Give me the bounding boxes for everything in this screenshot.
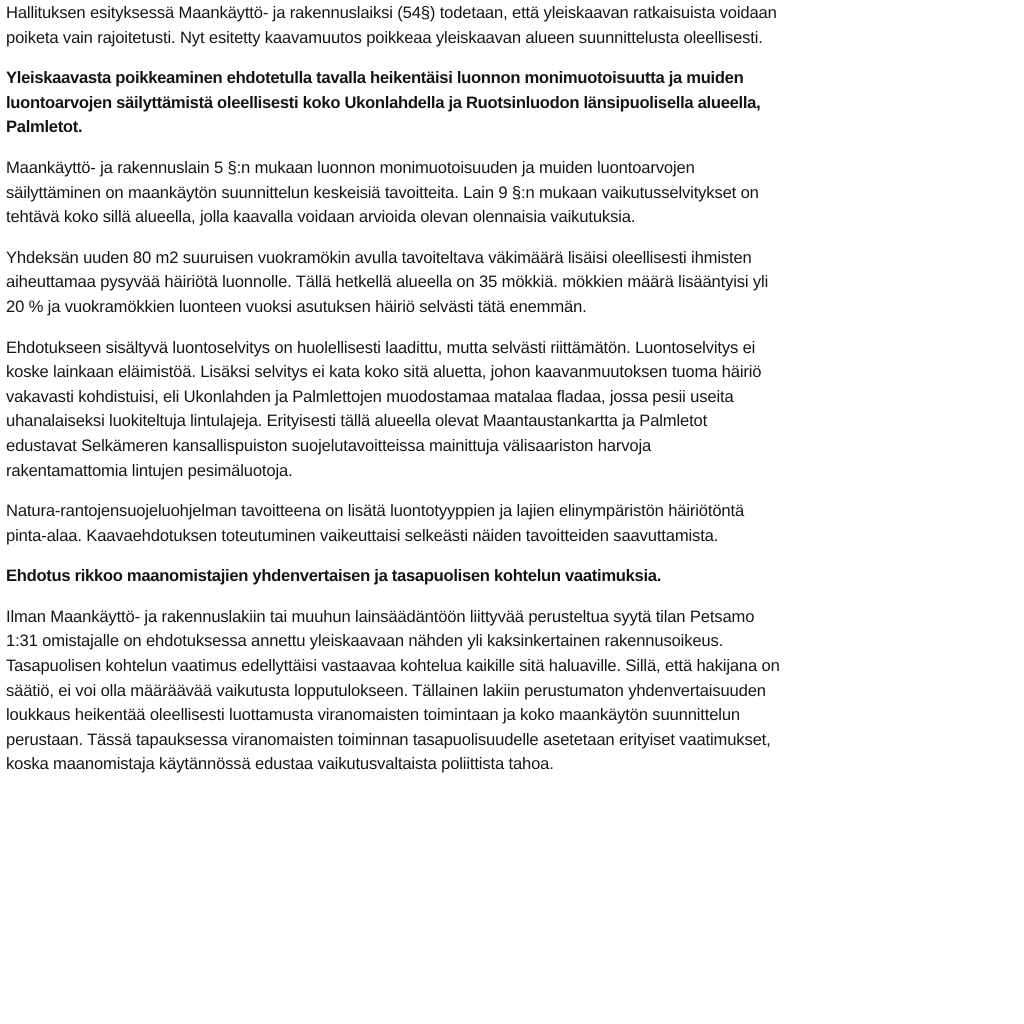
- text-line: loukkaus heikentää oleellisesti luottamusta viranomaisten toimintaan ja koko maankäytön suunnittelun: [6, 705, 740, 725]
- text-line: koske lainkaan eläimistöä. Lisäksi selvitys ei kata koko sitä aluetta, johon kaavanmuutoksen tuoma häiriö: [6, 362, 762, 382]
- text-line: edustavat Selkämeren kansallispuiston suojelutavoitteissa mainittuja välisaariston harvoja: [6, 435, 652, 455]
- paragraph-gap: [6, 548, 1024, 564]
- text-line: säätiö, ei voi olla määräävää vaikutusta lopputulokseen. Tällainen lakiin perustumaton yhdenvertaisuuden: [6, 680, 766, 700]
- text-line: Ehdotukseen sisältyvä luontoselvitys on huolellisesti laadittu, mutta selvästi riittämätön. Luontoselvitys ei: [6, 337, 756, 357]
- paragraph-7-bold: [6, 564, 1024, 589]
- paragraph-8: [6, 605, 1024, 777]
- text-line: Maankäyttö- ja rakennuslain 5 §:n mukaan luonnon monimuotoisuuden ja muiden luontoarvojen: [6, 157, 695, 177]
- paragraph-2-bold: [6, 66, 1024, 140]
- text-line: poiketa vain rajoitetusti. Nyt esitetty kaavamuutos poikkeaa yleiskaavan alueen suunnittelusta oleellisesti.: [6, 27, 763, 47]
- paragraph-4: [6, 246, 1024, 320]
- text-line: Natura-rantojensuojeluohjelman tavoitteena on lisätä luontotyyppien ja lajien elinympäristön häiriötöntä: [6, 501, 745, 521]
- text-line: rakentamattomia lintujen pesimäluotoja.: [6, 460, 293, 480]
- paragraph-gap: [6, 320, 1024, 336]
- text-line: vakavasti kohdistuisi, eli Ukonlahden ja Palmlettojen muodostamaa matalaa fladaa, jossa pesii useita: [6, 386, 734, 406]
- text-line: Ehdotus rikkoo maanomistajien yhdenvertaisen ja tasapuolisen kohtelun vaatimuksia.: [6, 566, 662, 586]
- text-line: tehtävä koko sillä alueella, jolla kaavalla voidaan arvioida olevan olennaisia vaikutuksia.: [6, 207, 636, 227]
- text-line: perustaan. Tässä tapauksessa viranomaisten toiminnan tasapuolisuudelle asetetaan erityiset vaatimukset,: [6, 729, 771, 749]
- paragraph-gap: [6, 50, 1024, 66]
- paragraph-5: [6, 336, 1024, 484]
- text-line: luontoarvojen säilyttämistä oleellisesti koko Ukonlahdella ja Ruotsinluodon länsipuolisella alueella,: [6, 92, 761, 112]
- text-line: säilyttäminen on maankäytön suunnittelun keskeisiä tavoitteita. Lain 9 §:n mukaan vaikutusselvitykset on: [6, 182, 759, 202]
- text-line: Hallituksen esityksessä Maankäyttö- ja rakennuslaiksi (54§) todetaan, että yleiskaavan ratkaisuista voidaan: [6, 3, 777, 22]
- text-line: koska maanomistaja käytännössä edustaa vaikutusvaltaista poliittista tahoa.: [6, 754, 554, 774]
- paragraph-6: [6, 499, 1024, 548]
- text-line: aiheuttamaa pysyvää häiriötä luonnolle. Tällä hetkellä alueella on 35 mökkiä. mökkien määrä lisääntyisi yli: [6, 272, 769, 292]
- text-line: 1:31 omistajalle on ehdotuksessa annettu yleiskaavaan nähden yli kaksinkertainen rakennusoikeus.: [6, 631, 724, 651]
- paragraph-1: [6, 1, 1024, 50]
- text-line: Ilman Maankäyttö- ja rakennuslakiin tai muuhun lainsäädäntöön liittyvää perusteltua syytä tilan Petsamo: [6, 606, 755, 626]
- text-line: uhanalaiseksi luokiteltuja lintulajeja. Erityisesti tällä alueella olevat Maantaustankartta ja Palmletot: [6, 411, 708, 431]
- text-line: 20 % ja vuokramökkien luonteen vuoksi asutuksen häiriö selvästi tätä enemmän.: [6, 296, 587, 316]
- paragraph-gap: [6, 140, 1024, 156]
- text-line: Yleiskaavasta poikkeaminen ehdotetulla tavalla heikentäisi luonnon monimuotoisuutta ja muiden: [6, 68, 744, 88]
- paragraph-gap: [6, 230, 1024, 246]
- text-line: pinta-alaa. Kaavaehdotuksen toteutuminen vaikeuttaisi selkeästi näiden tavoitteiden saavuttamista.: [6, 525, 719, 545]
- text-line: Tasapuolisen kohtelun vaatimus edellyttäisi vastaavaa kohtelua kaikille sitä haluaville. Sillä, että hakijana on: [6, 656, 780, 676]
- paragraph-gap: [6, 589, 1024, 605]
- text-line: Palmletot.: [6, 117, 83, 137]
- paragraph-3: [6, 156, 1024, 230]
- text-line: Yhdeksän uuden 80 m2 suuruisen vuokramökin avulla tavoiteltava väkimäärä lisäisi oleellisesti ihmisten: [6, 247, 752, 267]
- paragraph-gap: [6, 483, 1024, 499]
